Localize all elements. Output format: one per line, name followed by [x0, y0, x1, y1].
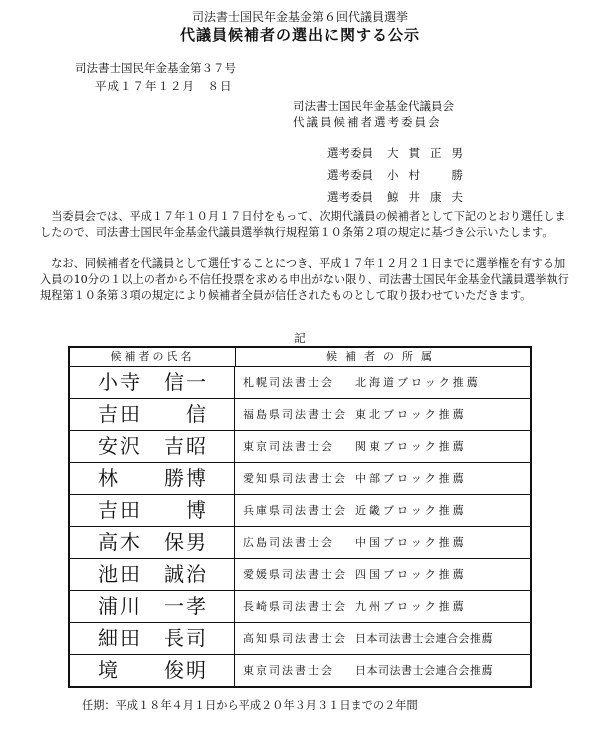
- table-row: [70, 591, 530, 623]
- candidate-affiliation: [235, 527, 530, 558]
- recommendation: 東北ブロック推薦: [355, 408, 467, 421]
- table-row: [70, 463, 530, 495]
- candidate-name: 境 俊明: [70, 655, 235, 686]
- column-header-affiliation: 候補者の所属: [326, 350, 440, 363]
- association: 福島県司法書士会: [243, 408, 347, 421]
- recommendation: 近畿ブロック推薦: [355, 504, 467, 517]
- candidate-name: 林 勝博: [70, 463, 235, 494]
- candidate-affiliation: [235, 463, 530, 494]
- candidate-name: 吉田 博: [70, 495, 235, 526]
- association: 愛知県司法書士会: [243, 472, 347, 485]
- recommendation: 中部ブロック推薦: [355, 472, 467, 485]
- selector-2: [327, 167, 473, 183]
- election-subtitle: 司法書士国民年金基金第６回代議員選挙: [191, 10, 408, 24]
- column-header-name: 候補者の氏名: [70, 348, 236, 366]
- candidate-affiliation: [235, 559, 530, 590]
- candidate-name: 小寺 信一: [70, 367, 235, 398]
- body-paragraph-2: なお、同候補者を代議員として選任することにつき、平成１７年１２月２１日までに選挙権を有する加入員の10分の１以上の者から不信任投票を求める申出がない限り、司法書士国民年金基金代議員選挙執行規程第１０条第３項の規定により候補者全員が信任されたものとして取り扱わせていただきます。: [40, 257, 569, 302]
- association: 広島司法書士会: [243, 536, 334, 549]
- recommendation: 四国ブロック推薦: [355, 568, 467, 581]
- selector-1: [327, 145, 473, 161]
- selector-name: 鯨井康夫: [387, 190, 473, 204]
- table-row: [70, 367, 530, 399]
- candidate-affiliation: [235, 623, 530, 654]
- candidate-name: 安沢 吉昭: [70, 431, 235, 462]
- candidate-name: 浦川 一孝: [70, 591, 235, 622]
- term-of-office: 任期：平成１８年４月１日から平成２０年３月３１日までの２年間: [82, 699, 418, 712]
- candidate-name: 吉田 信: [70, 399, 235, 430]
- candidate-table: [68, 346, 532, 688]
- table-row: [70, 655, 530, 686]
- body-paragraph-1: 当委員会では、平成１７年１０月１７日付をもって、次期代議員の候補者として下記のとおり選任しましたので、司法書士国民年金基金代議員選挙執行規程第１０条第２項の規定に基づき公示いたします。: [40, 210, 566, 239]
- association: 高知県司法書士会: [243, 632, 347, 645]
- selector-name: 小村 勝: [387, 168, 473, 182]
- candidate-name: 池田 誠治: [70, 559, 235, 590]
- candidate-affiliation: [235, 367, 530, 398]
- table-row: [70, 399, 530, 431]
- table-row: [70, 527, 530, 559]
- table-header: [70, 348, 530, 367]
- candidate-affiliation: [235, 495, 530, 526]
- association: 兵庫県司法書士会: [243, 504, 347, 517]
- association: 愛媛県司法書士会: [243, 568, 347, 581]
- candidate-affiliation: [235, 399, 530, 430]
- issuer-committee: 代議員候補者選考委員会: [293, 115, 442, 129]
- association: 東京司法書士会: [243, 440, 334, 453]
- association: 東京司法書士会: [243, 664, 334, 677]
- table-row: [70, 623, 530, 655]
- candidate-affiliation: [235, 431, 530, 462]
- recommendation: 関東ブロック推薦: [355, 440, 467, 453]
- recommendation: 中国ブロック推薦: [355, 536, 467, 549]
- document-number: 司法書士国民年金基金第３７号: [75, 61, 236, 75]
- selector-role: 選考委員: [327, 146, 373, 160]
- association: 長崎県司法書士会: [243, 600, 347, 613]
- candidate-affiliation: [235, 591, 530, 622]
- table-row: [70, 559, 530, 591]
- issuer-organization: 司法書士国民年金基金代議員会: [293, 99, 454, 113]
- candidate-name: 高木 保男: [70, 527, 235, 558]
- candidate-affiliation: [235, 655, 530, 686]
- recommendation: 日本司法書士会連合会推薦: [355, 664, 493, 677]
- selector-name: 大貫正男: [387, 146, 473, 160]
- candidate-name: 細田 長司: [70, 623, 235, 654]
- selector-role: 選考委員: [327, 168, 373, 182]
- selector-role: 選考委員: [327, 190, 373, 204]
- recommendation: 九州ブロック推薦: [355, 600, 467, 613]
- recommendation: 北海道ブロック推薦: [355, 376, 481, 389]
- association: 札幌司法書士会: [243, 376, 334, 389]
- table-row: [70, 495, 530, 527]
- table-row: [70, 431, 530, 463]
- recommendation: 日本司法書士会連合会推薦: [355, 632, 493, 645]
- document-date: 平成１７年１２月 ８日: [95, 79, 233, 93]
- notation-heading: 記: [294, 331, 306, 345]
- selector-3: [327, 189, 473, 205]
- page-title: 代議員候補者の選出に関する公示: [179, 26, 420, 44]
